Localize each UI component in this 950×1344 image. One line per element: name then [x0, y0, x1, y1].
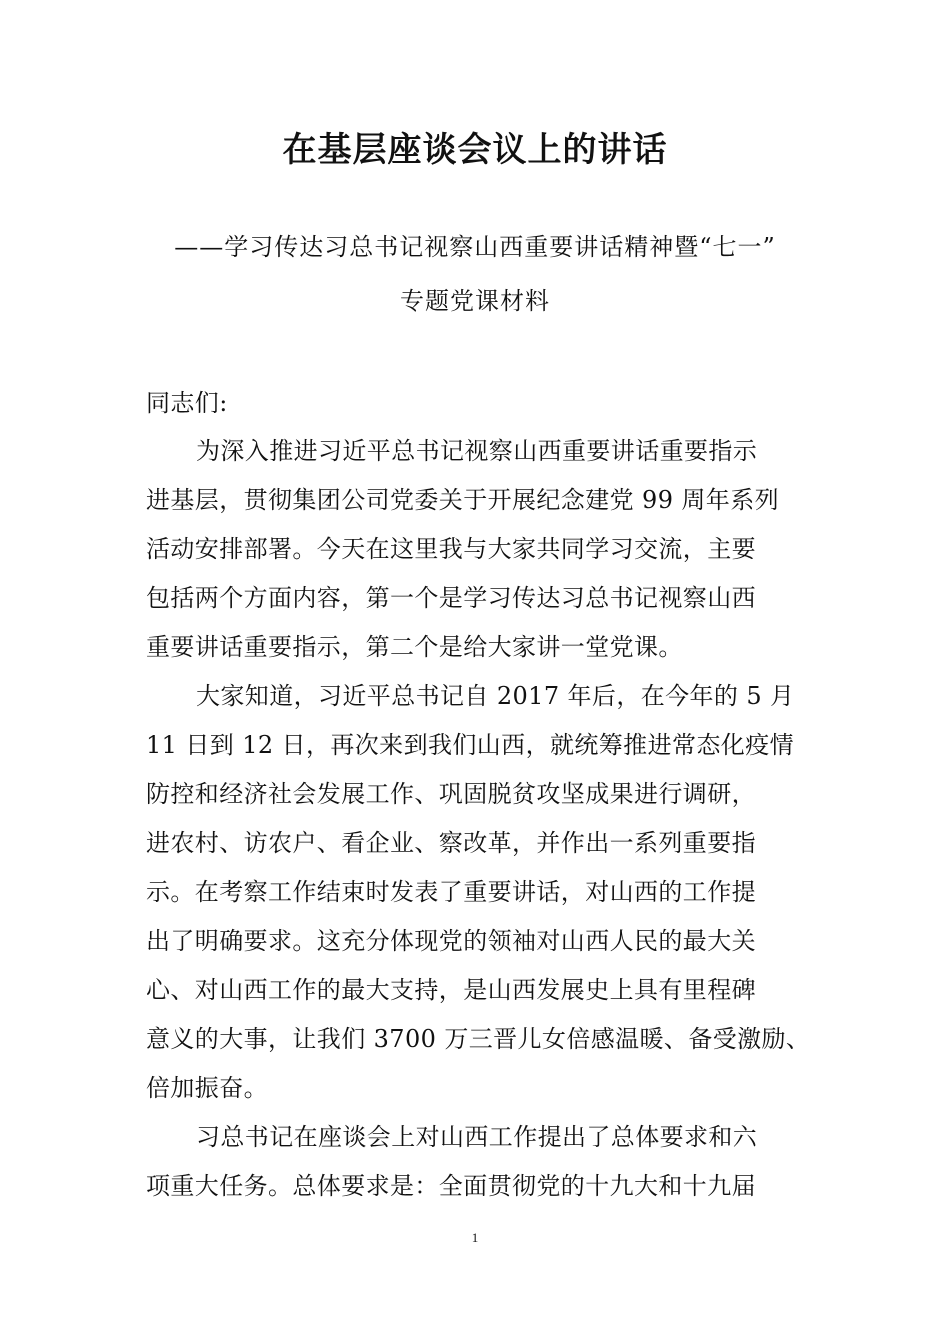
paragraph-line: 防控和经济社会发展工作、巩固脱贫攻坚成果进行调研，: [146, 780, 756, 808]
document-subtitle-line-2: 专题党课材料: [400, 287, 550, 315]
paragraph-line: 为深入推进习近平总书记视察山西重要讲话重要指示: [196, 437, 758, 465]
document-title: 在基层座谈会议上的讲话: [282, 130, 668, 170]
paragraph-line: 大家知道，习近平总书记自 2017 年后，在今年的 5 月: [196, 682, 795, 710]
greeting: 同志们:: [146, 389, 228, 417]
paragraph-line: 进基层，贯彻集团公司党委关于开展纪念建党 99 周年系列: [146, 486, 779, 514]
paragraph-line: 心、对山西工作的最大支持，是山西发展史上具有里程碑: [146, 976, 756, 1004]
paragraph-line: 包括两个方面内容，第一个是学习传达习总书记视察山西: [146, 584, 756, 612]
paragraph-line: 出了明确要求。这充分体现党的领袖对山西人民的最大关: [146, 927, 756, 955]
paragraph-line: 习总书记在座谈会上对山西工作提出了总体要求和六: [196, 1123, 758, 1151]
paragraph-line: 示。在考察工作结束时发表了重要讲话，对山西的工作提: [146, 878, 756, 906]
paragraph-line: 意义的大事，让我们 3700 万三晋儿女倍感温暖、备受激励、: [146, 1025, 811, 1053]
paragraph-line: 项重大任务。总体要求是：全面贯彻党的十九大和十九届: [146, 1172, 756, 1200]
paragraph-line: 进农村、访农户、看企业、察改革，并作出一系列重要指: [146, 829, 756, 857]
document-subtitle-line-1: ——学习传达习总书记视察山西重要讲话精神暨“七一”: [174, 233, 776, 261]
paragraph-line: 倍加振奋。: [146, 1074, 268, 1102]
paragraph-line: 重要讲话重要指示，第二个是给大家讲一堂党课。: [146, 633, 683, 661]
paragraph-line: 活动安排部署。今天在这里我与大家共同学习交流，主要: [146, 535, 756, 563]
page-number: 1: [471, 1230, 479, 1245]
paragraph-line: 11 日到 12 日，再次来到我们山西，就统筹推进常态化疫情: [146, 731, 794, 759]
